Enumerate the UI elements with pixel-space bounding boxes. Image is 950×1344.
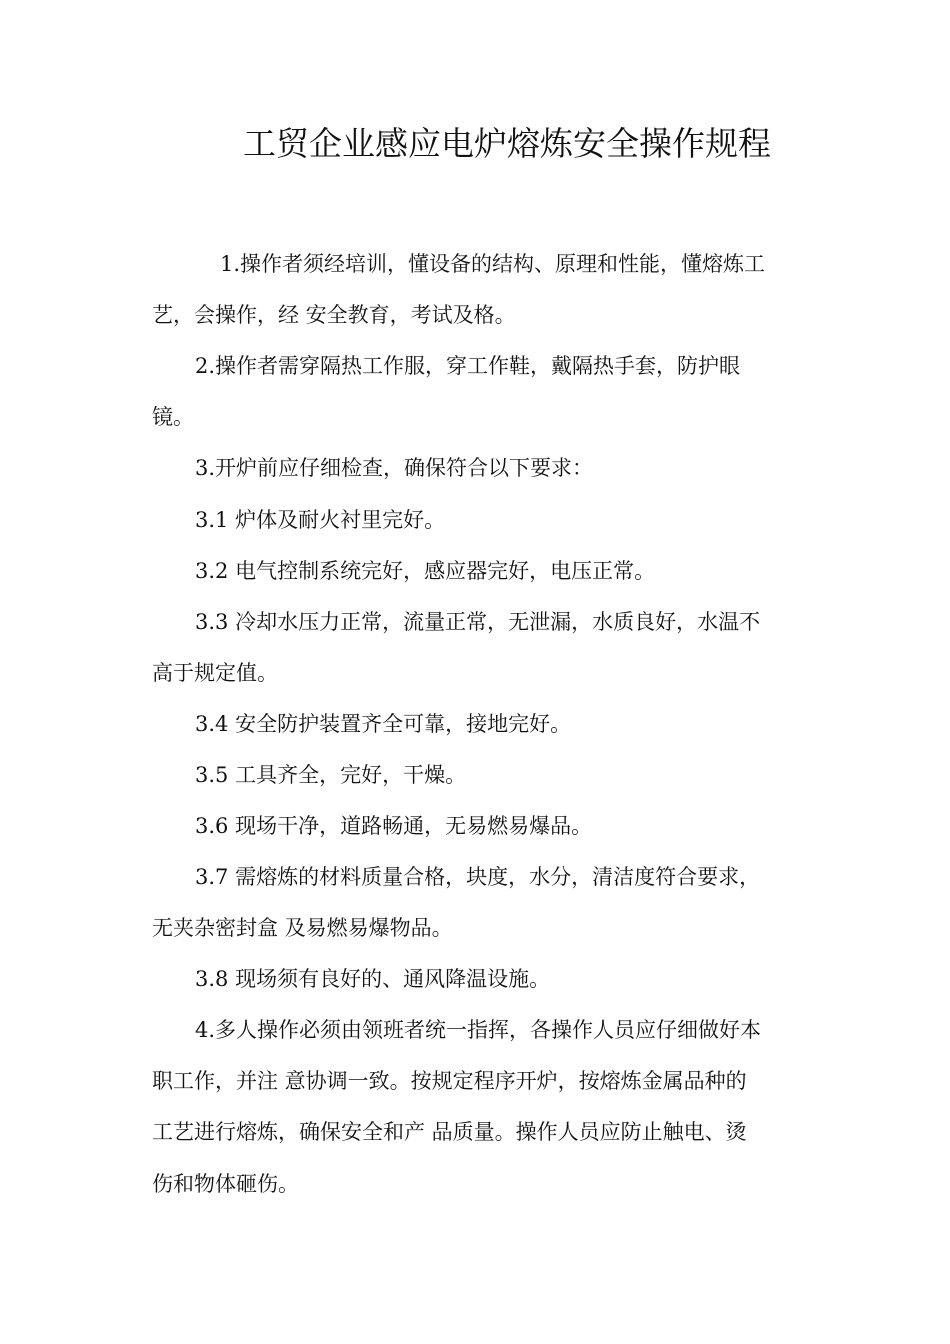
paragraph-line: 3.7 需熔炼的材料质量合格，块度，水分，清洁度符合要求，: [195, 865, 761, 889]
paragraph-line: 3.4 安全防护装置齐全可靠，接地完好。: [195, 712, 572, 736]
paragraph-line: 镜。: [152, 405, 194, 429]
paragraph-line: 3.1 炉体及耐火衬里完好。: [195, 508, 446, 532]
paragraph-line: 伤和物体砸伤。: [152, 1172, 299, 1196]
document-title: 工贸企业感应电炉熔炼安全操作规程: [243, 124, 771, 163]
paragraph-line: 艺，会操作，经 安全教育，考试及格。: [152, 303, 516, 327]
paragraph-line: 3.8 现场须有良好的、通风降温设施。: [195, 967, 551, 991]
paragraph-line: 高于规定值。: [152, 661, 278, 685]
paragraph-line: 职工作，并注 意协调一致。按规定程序开炉，按熔炼金属品种的: [152, 1069, 747, 1093]
paragraph-line: 3.3 冷却水压力正常，流量正常，无泄漏，水质良好，水温不: [195, 610, 761, 634]
paragraph-line: 4.多人操作必须由领班者统一指挥，各操作人员应仔细做好本: [195, 1018, 762, 1042]
paragraph-line: 工艺进行熔炼，确保安全和产 品质量。操作人员应防止触电、烫: [152, 1120, 747, 1144]
paragraph-line: 3.2 电气控制系统完好，感应器完好，电压正常。: [195, 559, 656, 583]
paragraph-line: 3.开炉前应仔细检查，确保符合以下要求：: [195, 456, 594, 480]
paragraph-line: 无夹杂密封盒 及易燃易爆物品。: [152, 916, 453, 940]
paragraph-line: 3.5 工具齐全，完好，干燥。: [195, 763, 467, 787]
paragraph-line: 2.操作者需穿隔热工作服，穿工作鞋，戴隔热手套，防护眼: [195, 354, 741, 378]
paragraph-line: 3.6 现场干净，道路畅通，无易燃易爆品。: [195, 814, 593, 838]
paragraph-line: 1.操作者须经培训，懂设备的结构、原理和性能，懂熔炼工: [220, 252, 766, 276]
